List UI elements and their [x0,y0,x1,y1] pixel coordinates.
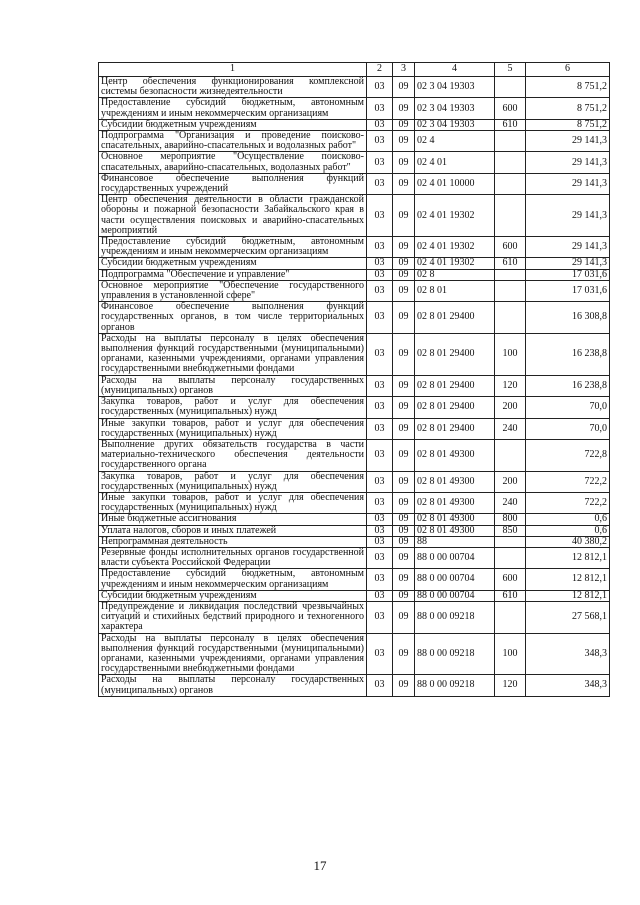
target-article-cell: 88 [415,536,495,547]
section-code-cell: 03 [367,173,393,194]
amount-cell: 29 141,3 [526,237,610,258]
target-article-cell: 88 0 00 09218 [415,601,495,633]
table-row [99,333,610,375]
amount-cell: 348,3 [526,675,610,696]
expense-type-cell: 200 [495,397,526,418]
amount-cell: 70,0 [526,397,610,418]
row-name-cell: Выполнение других обязательств государства в части материально-технического обеспечения деятельности государственного органа [99,439,367,471]
section-code-cell: 03 [367,547,393,568]
expense-type-cell [495,439,526,471]
expense-type-cell: 610 [495,258,526,269]
amount-cell: 29 141,3 [526,131,610,152]
section-code-cell: 03 [367,675,393,696]
row-name-cell: Основное мероприятие "Осуществление поисково-спасательных, аварийно-спасательных, водолазных работ" [99,152,367,173]
amount-cell: 29 141,3 [526,152,610,173]
table-row [99,633,610,675]
target-article-cell: 02 4 01 19302 [415,258,495,269]
expense-type-cell: 610 [495,119,526,130]
subsection-code-cell: 09 [393,675,415,696]
table-row [99,514,610,525]
row-name-cell: Расходы на выплаты персоналу государственных (муниципальных) органов [99,375,367,396]
target-article-cell: 02 4 01 [415,152,495,173]
table-row [99,302,610,334]
amount-cell: 29 141,3 [526,173,610,194]
table-row [99,547,610,568]
subsection-code-cell: 09 [393,492,415,513]
target-article-cell: 02 4 01 19302 [415,195,495,237]
column-header: 3 [393,63,415,77]
section-code-cell: 03 [367,280,393,301]
amount-cell: 27 568,1 [526,601,610,633]
target-article-cell: 02 8 01 29400 [415,302,495,334]
amount-cell: 0,6 [526,525,610,536]
expense-type-cell [495,280,526,301]
amount-cell: 0,6 [526,514,610,525]
section-code-cell: 03 [367,397,393,418]
table-row [99,492,610,513]
amount-cell: 348,3 [526,633,610,675]
expense-type-cell [495,269,526,280]
row-name-cell: Субсидии бюджетным учреждениям [99,590,367,601]
table-row [99,98,610,119]
target-article-cell: 02 3 04 19303 [415,77,495,98]
amount-cell: 17 031,6 [526,280,610,301]
expense-type-cell: 200 [495,471,526,492]
table-header-row [99,63,610,77]
expense-type-cell: 120 [495,375,526,396]
table-row [99,601,610,633]
table-row [99,525,610,536]
section-code-cell: 03 [367,536,393,547]
row-name-cell: Субсидии бюджетным учреждениям [99,119,367,130]
expense-type-cell: 600 [495,569,526,590]
row-name-cell: Финансовое обеспечение выполнения функций государственных учреждений [99,173,367,194]
amount-cell: 8 751,2 [526,98,610,119]
column-header: 5 [495,63,526,77]
subsection-code-cell: 09 [393,98,415,119]
section-code-cell: 03 [367,269,393,280]
expense-type-cell [495,173,526,194]
target-article-cell: 02 8 01 49300 [415,471,495,492]
section-code-cell: 03 [367,590,393,601]
row-name-cell: Непрограммная деятельность [99,536,367,547]
column-header: 4 [415,63,495,77]
section-code-cell: 03 [367,98,393,119]
expense-type-cell [495,536,526,547]
expense-type-cell [495,601,526,633]
row-name-cell: Центр обеспечения функционирования комплексной системы безопасности жизнедеятельности [99,77,367,98]
row-name-cell: Субсидии бюджетным учреждениям [99,258,367,269]
table-row [99,280,610,301]
amount-cell: 29 141,3 [526,195,610,237]
row-name-cell: Иные закупки товаров, работ и услуг для обеспечения государственных (муниципальных) нужд [99,492,367,513]
target-article-cell: 02 8 01 29400 [415,397,495,418]
amount-cell: 12 812,1 [526,590,610,601]
table-row [99,258,610,269]
subsection-code-cell: 09 [393,280,415,301]
row-name-cell: Предоставление субсидий бюджетным, автономным учреждениям и иным некоммерческим организациям [99,569,367,590]
section-code-cell: 03 [367,439,393,471]
expense-type-cell [495,547,526,568]
section-code-cell: 03 [367,152,393,173]
table-row [99,439,610,471]
amount-cell: 722,2 [526,471,610,492]
table-row [99,375,610,396]
subsection-code-cell: 09 [393,258,415,269]
subsection-code-cell: 09 [393,237,415,258]
amount-cell: 8 751,2 [526,77,610,98]
section-code-cell: 03 [367,195,393,237]
target-article-cell: 88 0 00 00704 [415,547,495,568]
expense-type-cell: 600 [495,237,526,258]
expense-type-cell: 100 [495,333,526,375]
amount-cell: 16 238,8 [526,375,610,396]
expense-type-cell: 100 [495,633,526,675]
section-code-cell: 03 [367,77,393,98]
row-name-cell: Предоставление субсидий бюджетным, автономным учреждениям и иным некоммерческим организациям [99,237,367,258]
target-article-cell: 02 8 01 29400 [415,418,495,439]
target-article-cell: 02 8 01 49300 [415,514,495,525]
amount-cell: 16 308,8 [526,302,610,334]
amount-cell: 40 380,2 [526,536,610,547]
expense-type-cell: 240 [495,418,526,439]
target-article-cell: 02 8 [415,269,495,280]
row-name-cell: Закупка товаров, работ и услуг для обеспечения государственных (муниципальных) нужд [99,471,367,492]
table-row [99,119,610,130]
expense-type-cell: 600 [495,98,526,119]
row-name-cell: Центр обеспечения деятельности в области гражданской обороны и пожарной безопасности Забайкальского края в части осуществления поисковых и аварийно-спасательных мероприятий [99,195,367,237]
subsection-code-cell: 09 [393,471,415,492]
target-article-cell: 02 8 01 49300 [415,525,495,536]
section-code-cell: 03 [367,333,393,375]
subsection-code-cell: 09 [393,439,415,471]
section-code-cell: 03 [367,525,393,536]
row-name-cell: Подпрограмма "Обеспечение и управление" [99,269,367,280]
row-name-cell: Расходы на выплаты персоналу государственных (муниципальных) органов [99,675,367,696]
subsection-code-cell: 09 [393,152,415,173]
expense-type-cell [495,131,526,152]
amount-cell: 8 751,2 [526,119,610,130]
row-name-cell: Иные закупки товаров, работ и услуг для обеспечения государственных (муниципальных) нужд [99,418,367,439]
table-row [99,131,610,152]
section-code-cell: 03 [367,131,393,152]
subsection-code-cell: 09 [393,525,415,536]
table-row [99,77,610,98]
expense-type-cell: 120 [495,675,526,696]
target-article-cell: 02 4 [415,131,495,152]
subsection-code-cell: 09 [393,77,415,98]
section-code-cell: 03 [367,375,393,396]
section-code-cell: 03 [367,258,393,269]
subsection-code-cell: 09 [393,195,415,237]
table-row [99,397,610,418]
subsection-code-cell: 09 [393,601,415,633]
row-name-cell: Иные бюджетные ассигнования [99,514,367,525]
subsection-code-cell: 09 [393,173,415,194]
section-code-cell: 03 [367,237,393,258]
table-row [99,418,610,439]
subsection-code-cell: 09 [393,569,415,590]
section-code-cell: 03 [367,418,393,439]
expense-type-cell [495,302,526,334]
subsection-code-cell: 09 [393,418,415,439]
subsection-code-cell: 09 [393,514,415,525]
subsection-code-cell: 09 [393,397,415,418]
table-row [99,237,610,258]
subsection-code-cell: 09 [393,547,415,568]
amount-cell: 12 812,1 [526,547,610,568]
amount-cell: 722,8 [526,439,610,471]
subsection-code-cell: 09 [393,269,415,280]
section-code-cell: 03 [367,633,393,675]
column-header: 6 [526,63,610,77]
row-name-cell: Основное мероприятие "Обеспечение государственного управления в установленной сфере" [99,280,367,301]
row-name-cell: Подпрограмма "Организация и проведение поисково-спасательных, аварийно-спасательных и водолазных работ" [99,131,367,152]
row-name-cell: Предупреждение и ликвидация последствий чрезвычайных ситуаций и стихийных бедствий природного и техногенного характера [99,601,367,633]
subsection-code-cell: 09 [393,375,415,396]
row-name-cell: Расходы на выплаты персоналу в целях обеспечения выполнения функций государственными (муниципальными) органами, казенными учреждениями, органами управления государственными внебюджетными фондами [99,633,367,675]
expense-type-cell [495,152,526,173]
row-name-cell: Закупка товаров, работ и услуг для обеспечения государственных (муниципальных) нужд [99,397,367,418]
target-article-cell: 88 0 00 09218 [415,675,495,696]
row-name-cell: Уплата налогов, сборов и иных платежей [99,525,367,536]
target-article-cell: 02 4 01 19302 [415,237,495,258]
subsection-code-cell: 09 [393,131,415,152]
expense-type-cell [495,195,526,237]
expense-type-cell: 800 [495,514,526,525]
target-article-cell: 02 3 04 19303 [415,119,495,130]
amount-cell: 29 141,3 [526,258,610,269]
subsection-code-cell: 09 [393,590,415,601]
table-row [99,471,610,492]
amount-cell: 12 812,1 [526,569,610,590]
expense-type-cell: 610 [495,590,526,601]
target-article-cell: 02 8 01 29400 [415,333,495,375]
expense-type-cell: 850 [495,525,526,536]
target-article-cell: 02 3 04 19303 [415,98,495,119]
subsection-code-cell: 09 [393,536,415,547]
subsection-code-cell: 09 [393,633,415,675]
section-code-cell: 03 [367,569,393,590]
row-name-cell: Предоставление субсидий бюджетным, автономным учреждениям и иным некоммерческим организациям [99,98,367,119]
section-code-cell: 03 [367,514,393,525]
subsection-code-cell: 09 [393,333,415,375]
column-header: 1 [99,63,367,77]
table-row [99,569,610,590]
table-row [99,152,610,173]
table-row [99,173,610,194]
target-article-cell: 88 0 00 09218 [415,633,495,675]
section-code-cell: 03 [367,471,393,492]
target-article-cell: 02 8 01 49300 [415,439,495,471]
row-name-cell: Финансовое обеспечение выполнения функций государственных органов, в том числе территориальных органов [99,302,367,334]
table-row [99,590,610,601]
target-article-cell: 02 8 01 [415,280,495,301]
section-code-cell: 03 [367,302,393,334]
table-row [99,675,610,696]
expense-type-cell [495,77,526,98]
table-row [99,536,610,547]
target-article-cell: 02 4 01 10000 [415,173,495,194]
subsection-code-cell: 09 [393,302,415,334]
amount-cell: 16 238,8 [526,333,610,375]
row-name-cell: Расходы на выплаты персоналу в целях обеспечения выполнения функций государственными (муниципальными) органами, казенными учреждениями, органами управления государственными внебюджетными фондами [99,333,367,375]
target-article-cell: 88 0 00 00704 [415,569,495,590]
amount-cell: 17 031,6 [526,269,610,280]
page-number: 17 [313,858,327,873]
subsection-code-cell: 09 [393,119,415,130]
amount-cell: 722,2 [526,492,610,513]
target-article-cell: 88 0 00 00704 [415,590,495,601]
table-row [99,269,610,280]
amount-cell: 70,0 [526,418,610,439]
target-article-cell: 02 8 01 49300 [415,492,495,513]
section-code-cell: 03 [367,492,393,513]
table-row [99,195,610,237]
section-code-cell: 03 [367,601,393,633]
section-code-cell: 03 [367,119,393,130]
column-header: 2 [367,63,393,77]
expense-type-cell: 240 [495,492,526,513]
row-name-cell: Резервные фонды исполнительных органов государственной власти субъекта Российской Федерации [99,547,367,568]
target-article-cell: 02 8 01 29400 [415,375,495,396]
budget-table [98,62,610,697]
